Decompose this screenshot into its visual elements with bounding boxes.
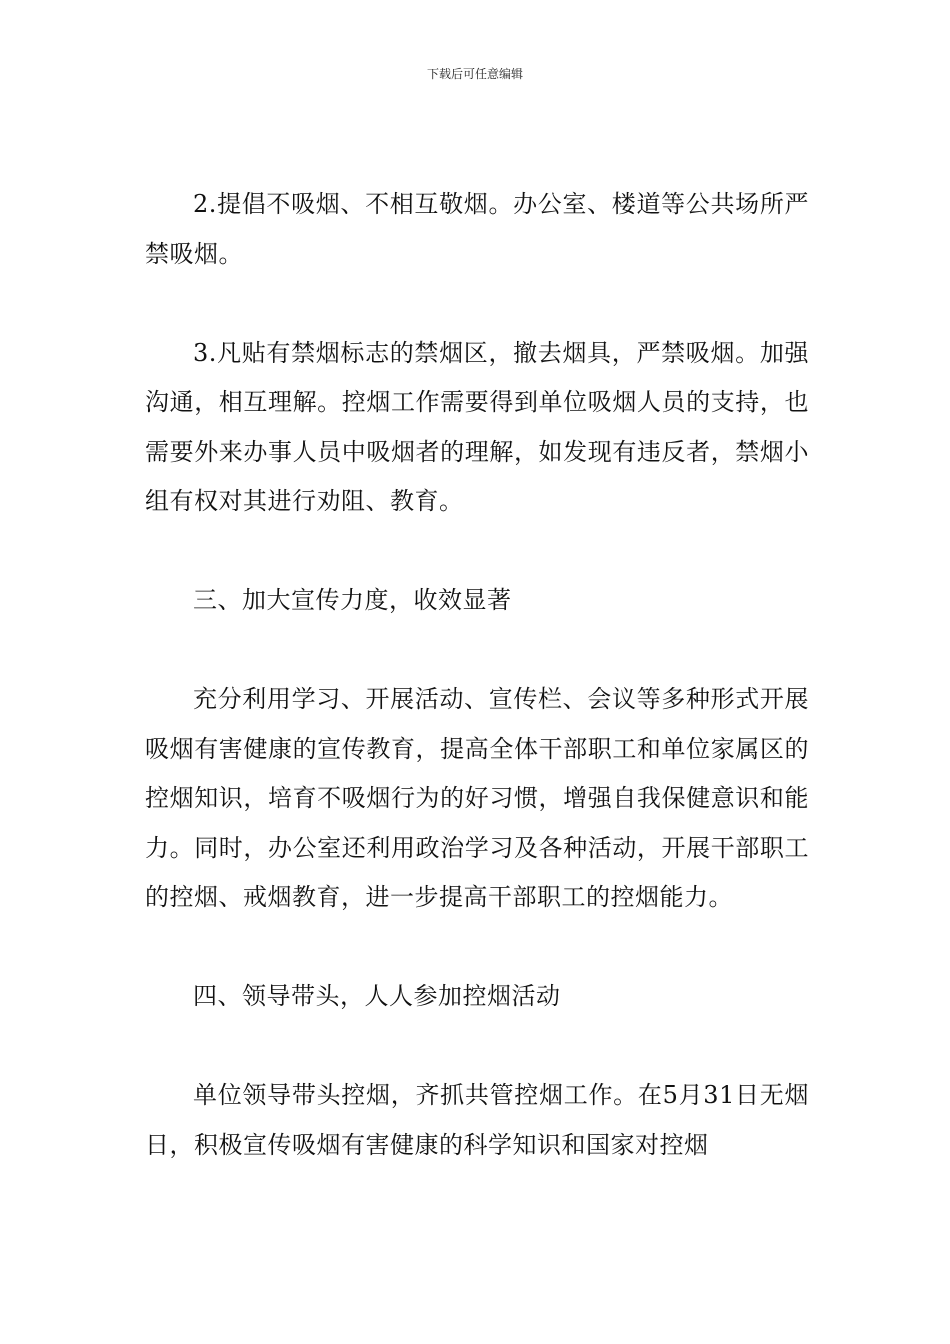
section-heading-4: 四、领导带头，人人参加控烟活动: [193, 982, 561, 1010]
paragraph-item-3: 3.凡贴有禁烟标志的禁烟区，撤去烟具，严禁吸烟。加强沟通，相互理解。控烟工作需要得到单位吸烟人员的支持，也需要外来办事人员中吸烟者的理解，如发现有违反者，禁烟小组有权对其进行劝阻、教育。: [145, 338, 809, 515]
document-body: [145, 180, 809, 1170]
section-heading-3: 三、加大宣传力度，收效显著: [193, 586, 512, 614]
paragraph-publicity: 充分利用学习、开展活动、宣传栏、会议等多种形式开展吸烟有害健康的宣传教育，提高全体干部职工和单位家属区的控烟知识，培育不吸烟行为的好习惯，增强自我保健意识和能力。同时，办公室还利用政治学习及各种活动，开展干部职工的控烟、戒烟教育，进一步提高干部职工的控烟能力。: [145, 685, 809, 911]
page-header-note: 下载后可任意编辑: [426, 67, 523, 81]
paragraph-item-2: 2.提倡不吸烟、不相互敬烟。办公室、楼道等公共场所严禁吸烟。: [145, 190, 809, 268]
paragraph-leadership: 单位领导带头控烟，齐抓共管控烟工作。在5月31日无烟日，积极宣传吸烟有害健康的科学知识和国家对控烟: [145, 1081, 809, 1159]
